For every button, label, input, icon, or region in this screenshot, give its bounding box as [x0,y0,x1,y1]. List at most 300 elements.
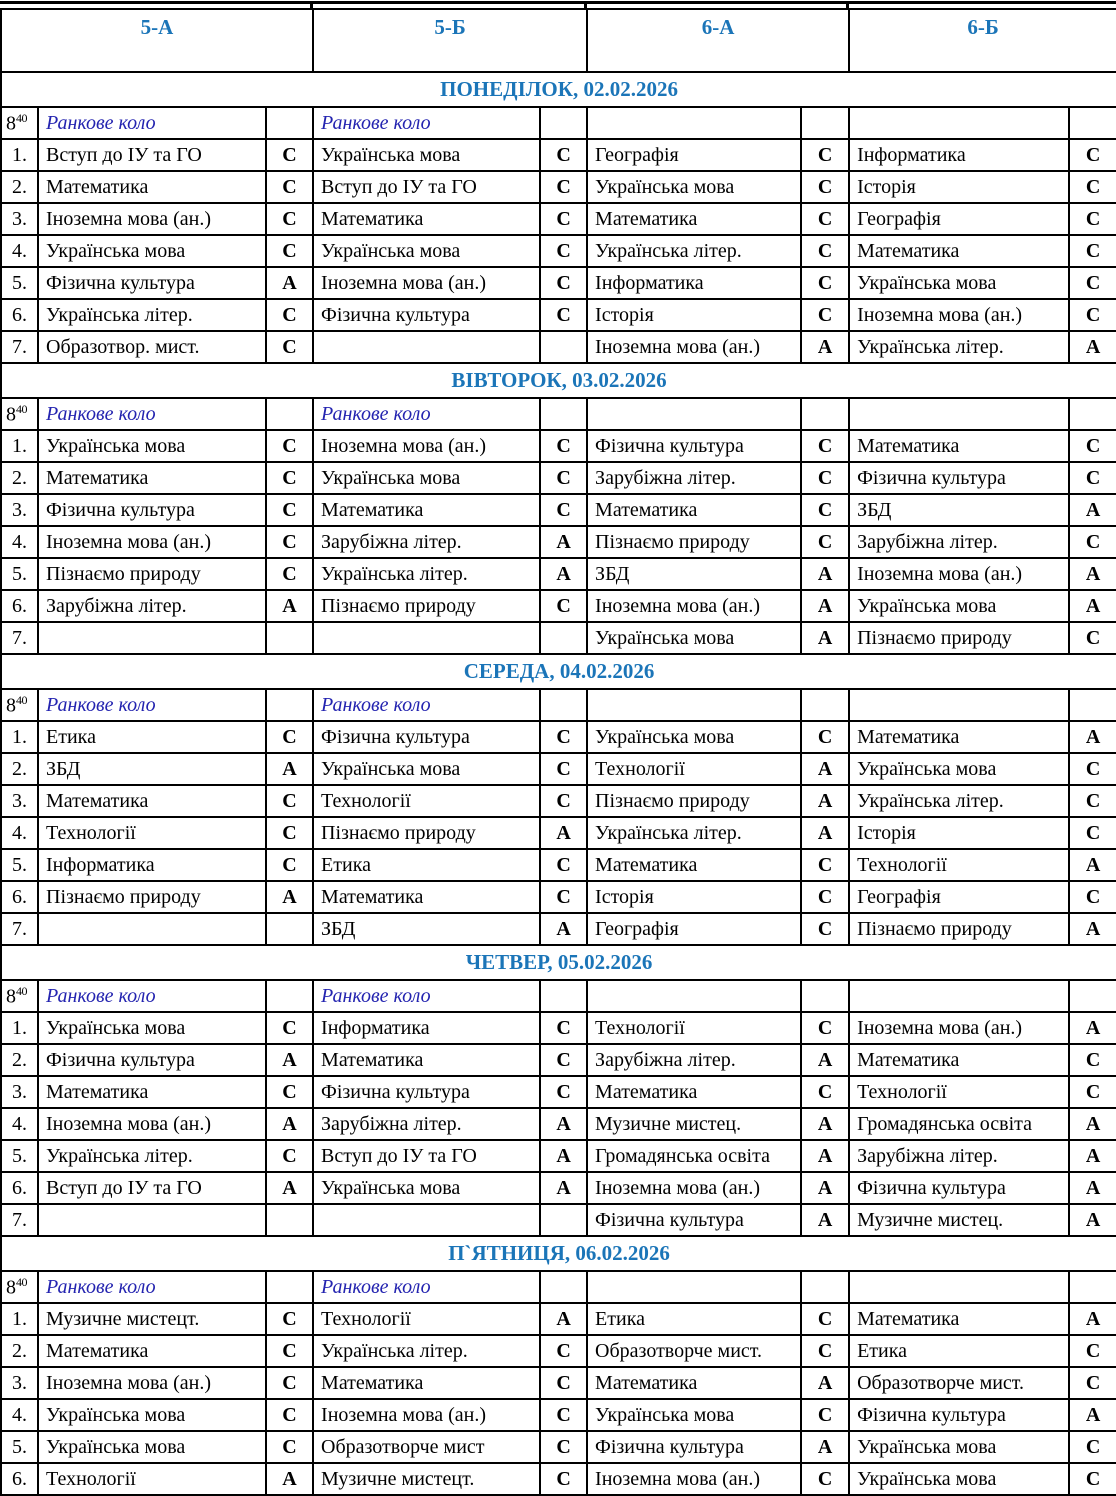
lesson-number: 6. [1,1172,38,1204]
subject-cell: Українська літер. [38,1140,266,1172]
subject-cell: Математика [38,171,266,203]
subject-cell: Образотворче мист [313,1431,540,1463]
group-letter-cell: А [1069,1204,1116,1236]
group-letter-cell: А [540,526,587,558]
subject-cell: Математика [849,235,1069,267]
artifact-stub [846,4,849,9]
subject-cell: Математика [313,203,540,235]
time-hour: 8 [6,112,16,135]
subject-cell: Іноземна мова (ан.) [587,590,801,622]
lesson-row [1,1463,1116,1495]
morning-circle-cell [587,980,801,1012]
subject-cell: Пізнаємо природу [587,526,801,558]
group-letter-cell [266,980,313,1012]
group-letter-cell: С [540,1367,587,1399]
subject-cell: Музичне мистецт. [313,1463,540,1495]
group-letter-cell: С [540,849,587,881]
lesson-number: 7. [1,622,38,654]
group-letter-cell: С [540,881,587,913]
group-letter-cell: С [801,721,849,753]
subject-cell: Іноземна мова (ан.) [587,1172,801,1204]
lesson-number: 3. [1,203,38,235]
artifact-stub [584,4,587,9]
group-letter-cell [1069,398,1116,430]
time-label [1,980,38,1012]
lesson-row [1,267,1116,299]
lesson-row [1,235,1116,267]
lesson-row [1,139,1116,171]
group-letter-cell [540,980,587,1012]
day-title-row [1,363,1116,398]
subject-cell: Математика [849,1303,1069,1335]
class-header-6a: 6-А [587,9,849,72]
group-letter-cell: А [1069,849,1116,881]
subject-cell: Іноземна мова (ан.) [313,430,540,462]
group-letter-cell: А [540,1140,587,1172]
group-letter-cell: С [1069,817,1116,849]
group-letter-cell: С [266,1367,313,1399]
subject-cell: Українська літер. [38,299,266,331]
subject-cell: Етика [313,849,540,881]
lesson-number: 1. [1,430,38,462]
group-letter-cell: С [540,1012,587,1044]
subject-cell: Географія [587,139,801,171]
group-letter-cell: С [266,1076,313,1108]
group-letter-cell: А [801,1044,849,1076]
group-letter-cell: С [1069,1335,1116,1367]
morning-circle-cell [587,1271,801,1303]
lesson-row [1,913,1116,945]
subject-cell: Математика [849,721,1069,753]
subject-cell: Українська мова [849,267,1069,299]
group-letter-cell: А [1069,331,1116,363]
group-letter-cell: С [1069,753,1116,785]
lesson-row [1,622,1116,654]
group-letter-cell [540,331,587,363]
group-letter-cell [801,689,849,721]
group-letter-cell [1069,980,1116,1012]
day-title: П`ЯТНИЦЯ, 06.02.2026 [1,1236,1116,1271]
group-letter-cell [266,1204,313,1236]
subject-cell: Математика [849,430,1069,462]
day-title-row [1,72,1116,107]
subject-cell: Образотворче мист. [849,1367,1069,1399]
group-letter-cell: С [540,494,587,526]
group-letter-cell: А [540,1303,587,1335]
group-letter-cell: А [266,590,313,622]
subject-cell: Вступ до ІУ та ГО [38,139,266,171]
group-letter-cell: С [801,462,849,494]
subject-cell: Іноземна мова (ан.) [38,1367,266,1399]
subject-cell: Іноземна мова (ан.) [313,1399,540,1431]
lesson-number: 3. [1,785,38,817]
day-title: СЕРЕДА, 04.02.2026 [1,654,1116,689]
lesson-row [1,849,1116,881]
group-letter-cell: С [540,721,587,753]
group-letter-cell: С [540,785,587,817]
morning-circle-cell: Ранкове коло [313,1271,540,1303]
group-letter-cell: А [1069,1399,1116,1431]
group-letter-cell: С [801,1303,849,1335]
lesson-row [1,558,1116,590]
group-letter-cell: А [266,1044,313,1076]
cropped-border-artifact [0,1,1116,6]
subject-cell: Інформатика [587,267,801,299]
morning-circle-cell [849,980,1069,1012]
lesson-row [1,203,1116,235]
subject-cell [313,1204,540,1236]
lesson-row [1,721,1116,753]
subject-cell: Історія [587,299,801,331]
lesson-number: 2. [1,171,38,203]
group-letter-cell: С [540,171,587,203]
group-letter-cell: С [1069,1367,1116,1399]
lesson-number: 7. [1,913,38,945]
lesson-row [1,526,1116,558]
time-label [1,107,38,139]
lesson-number: 3. [1,494,38,526]
group-letter-cell: С [801,171,849,203]
subject-cell: Фізична культура [38,1044,266,1076]
subject-cell: Українська мова [313,1172,540,1204]
subject-cell: Географія [849,881,1069,913]
subject-cell: Інформатика [38,849,266,881]
group-letter-cell: А [266,1108,313,1140]
morning-circle-cell [587,398,801,430]
subject-cell: Українська мова [849,590,1069,622]
subject-cell: Фізична культура [313,299,540,331]
group-letter-cell: А [801,1108,849,1140]
lesson-number: 5. [1,558,38,590]
subject-cell: Фізична культура [849,1399,1069,1431]
subject-cell: Українська мова [849,1431,1069,1463]
subject-cell: Математика [587,494,801,526]
group-letter-cell: С [266,1140,313,1172]
group-letter-cell: С [540,299,587,331]
day-title-row [1,1236,1116,1271]
group-letter-cell: С [801,1399,849,1431]
subject-cell: Громадянська освіта [849,1108,1069,1140]
subject-cell: Математика [38,462,266,494]
subject-cell: Зарубіжна літер. [587,1044,801,1076]
lesson-number: 2. [1,462,38,494]
group-letter-cell: С [1069,526,1116,558]
subject-cell: Фізична культура [313,1076,540,1108]
lesson-row [1,1012,1116,1044]
group-letter-cell [266,622,313,654]
subject-cell: Пізнаємо природу [313,817,540,849]
lesson-number: 1. [1,1012,38,1044]
group-letter-cell: С [540,430,587,462]
subject-cell [38,1204,266,1236]
morning-circle-cell [587,107,801,139]
day-title: ПОНЕДІЛОК, 02.02.2026 [1,72,1116,107]
group-letter-cell: С [266,462,313,494]
group-letter-cell: А [1069,721,1116,753]
group-letter-cell: С [540,462,587,494]
group-letter-cell: С [266,721,313,753]
group-letter-cell [801,107,849,139]
group-letter-cell: С [1069,1076,1116,1108]
group-letter-cell: С [266,849,313,881]
group-letter-cell: С [1069,622,1116,654]
subject-cell: Українська мова [38,430,266,462]
morning-circle-cell [849,398,1069,430]
subject-cell: Українська мова [313,462,540,494]
group-letter-cell: А [1069,590,1116,622]
group-letter-cell: С [540,203,587,235]
lesson-row [1,1044,1116,1076]
lesson-row [1,171,1116,203]
time-minutes: 40 [16,1274,27,1289]
lesson-number: 2. [1,1335,38,1367]
lesson-number: 5. [1,267,38,299]
group-letter-cell: С [266,203,313,235]
group-letter-cell: С [1069,139,1116,171]
day-title-row [1,654,1116,689]
lesson-number: 4. [1,817,38,849]
subject-cell: Математика [38,785,266,817]
group-letter-cell: С [801,526,849,558]
group-letter-cell: С [1069,235,1116,267]
lesson-row [1,1172,1116,1204]
group-letter-cell [266,398,313,430]
group-letter-cell: С [801,1012,849,1044]
subject-cell: Музичне мистец. [849,1204,1069,1236]
subject-cell: Фізична культура [38,267,266,299]
group-letter-cell: С [1069,267,1116,299]
subject-cell: Вступ до ІУ та ГО [38,1172,266,1204]
group-letter-cell: С [801,299,849,331]
group-letter-cell: А [801,753,849,785]
lesson-row [1,1108,1116,1140]
day-title-row [1,945,1116,980]
morning-circle-row [1,1271,1116,1303]
morning-circle-cell: Ранкове коло [313,980,540,1012]
group-letter-cell: А [801,817,849,849]
subject-cell: Зарубіжна літер. [38,590,266,622]
subject-cell: Технології [849,849,1069,881]
lesson-number: 1. [1,139,38,171]
subject-cell: ЗБД [587,558,801,590]
group-letter-cell: С [266,1399,313,1431]
morning-circle-cell: Ранкове коло [38,107,266,139]
group-letter-cell: А [540,558,587,590]
lesson-row [1,1399,1116,1431]
group-letter-cell: А [801,1172,849,1204]
artifact-stub [310,4,313,9]
lesson-number: 5. [1,1140,38,1172]
group-letter-cell: С [801,494,849,526]
subject-cell: ЗБД [849,494,1069,526]
subject-cell: Українська літер. [849,331,1069,363]
artifact-line [0,1,1116,4]
group-letter-cell: С [540,1463,587,1495]
subject-cell: Українська літер. [313,558,540,590]
group-letter-cell: А [1069,558,1116,590]
subject-cell: Музичне мистецт. [38,1303,266,1335]
group-letter-cell: С [266,139,313,171]
lesson-row [1,331,1116,363]
subject-cell: Іноземна мова (ан.) [849,558,1069,590]
group-letter-cell: С [1069,430,1116,462]
group-letter-cell: А [801,1140,849,1172]
subject-cell: Іноземна мова (ан.) [38,1108,266,1140]
lesson-number: 4. [1,526,38,558]
subject-cell: Етика [849,1335,1069,1367]
day-title: ВІВТОРОК, 03.02.2026 [1,363,1116,398]
lesson-number: 4. [1,1399,38,1431]
group-letter-cell: С [1069,171,1116,203]
time-hour: 8 [6,985,16,1008]
group-letter-cell: А [266,267,313,299]
subject-cell: Географія [587,913,801,945]
lesson-number: 7. [1,1204,38,1236]
group-letter-cell: С [801,913,849,945]
group-letter-cell: А [801,590,849,622]
group-letter-cell: А [801,1367,849,1399]
group-letter-cell: С [266,331,313,363]
subject-cell: Зарубіжна літер. [313,1108,540,1140]
subject-cell: Пізнаємо природу [38,558,266,590]
subject-cell: Українська літер. [587,235,801,267]
morning-circle-cell: Ранкове коло [38,1271,266,1303]
group-letter-cell: А [801,1431,849,1463]
time-minutes: 40 [16,110,27,125]
group-letter-cell: А [1069,494,1116,526]
time-hour: 8 [6,403,16,426]
subject-cell: Математика [38,1076,266,1108]
lesson-row [1,817,1116,849]
subject-cell: Українська літер. [587,817,801,849]
subject-cell: Громадянська освіта [587,1140,801,1172]
subject-cell [313,331,540,363]
lesson-number: 2. [1,753,38,785]
lesson-number: 6. [1,590,38,622]
morning-circle-cell: Ранкове коло [38,980,266,1012]
time-label [1,398,38,430]
morning-circle-cell: Ранкове коло [38,398,266,430]
subject-cell: Іноземна мова (ан.) [38,526,266,558]
subject-cell: Зарубіжна літер. [587,462,801,494]
group-letter-cell [266,913,313,945]
group-letter-cell: С [1069,1431,1116,1463]
lesson-row [1,1431,1116,1463]
lesson-row [1,430,1116,462]
lesson-number: 5. [1,1431,38,1463]
subject-cell: Математика [587,849,801,881]
subject-cell: Українська мова [587,1399,801,1431]
group-letter-cell [540,1271,587,1303]
subject-cell: Українська літер. [313,1335,540,1367]
group-letter-cell: А [1069,913,1116,945]
group-letter-cell [540,622,587,654]
subject-cell: Етика [587,1303,801,1335]
group-letter-cell [540,398,587,430]
subject-cell: Фізична культура [587,1431,801,1463]
group-letter-cell: А [266,753,313,785]
group-letter-cell: С [801,430,849,462]
subject-cell: Іноземна мова (ан.) [38,203,266,235]
group-letter-cell: А [801,558,849,590]
lesson-row [1,1303,1116,1335]
subject-cell: Фізична культура [38,494,266,526]
subject-cell: Математика [849,1044,1069,1076]
group-letter-cell: А [1069,1012,1116,1044]
subject-cell: Математика [313,494,540,526]
group-letter-cell: А [540,817,587,849]
subject-cell: Іноземна мова (ан.) [849,1012,1069,1044]
lesson-row [1,881,1116,913]
group-letter-cell [801,398,849,430]
subject-cell: Вступ до ІУ та ГО [313,171,540,203]
group-letter-cell: А [801,622,849,654]
group-letter-cell: С [1069,1463,1116,1495]
subject-cell: Географія [849,203,1069,235]
group-letter-cell: С [801,235,849,267]
subject-cell: Зарубіжна літер. [849,526,1069,558]
subject-cell: Фізична культура [313,721,540,753]
group-letter-cell [266,1271,313,1303]
lesson-row [1,785,1116,817]
subject-cell: Математика [313,881,540,913]
school-timetable [0,8,1116,1496]
subject-cell: Фізична культура [587,1204,801,1236]
group-letter-cell: С [1069,785,1116,817]
subject-cell: Технології [313,1303,540,1335]
group-letter-cell: С [801,1076,849,1108]
subject-cell: Іноземна мова (ан.) [849,299,1069,331]
subject-cell: Математика [587,203,801,235]
lesson-row [1,590,1116,622]
group-letter-cell: С [266,526,313,558]
lesson-number: 2. [1,1044,38,1076]
subject-cell: Фізична культура [849,462,1069,494]
group-letter-cell [801,980,849,1012]
group-letter-cell: А [1069,1303,1116,1335]
group-letter-cell: С [1069,1044,1116,1076]
group-letter-cell: А [801,1204,849,1236]
subject-cell: Іноземна мова (ан.) [587,1463,801,1495]
group-letter-cell: С [801,139,849,171]
subject-cell: Українська мова [38,235,266,267]
group-letter-cell: А [1069,1172,1116,1204]
time-label [1,689,38,721]
subject-cell: Іноземна мова (ан.) [587,331,801,363]
subject-cell: Інформатика [313,1012,540,1044]
group-letter-cell: С [1069,203,1116,235]
subject-cell: Пізнаємо природу [313,590,540,622]
subject-cell: Історія [849,171,1069,203]
group-letter-cell [266,689,313,721]
group-letter-cell: А [540,1172,587,1204]
subject-cell: Українська мова [38,1012,266,1044]
subject-cell: Українська мова [849,1463,1069,1495]
group-letter-cell: С [540,590,587,622]
group-letter-cell: С [1069,462,1116,494]
group-letter-cell: С [801,881,849,913]
day-title: ЧЕТВЕР, 05.02.2026 [1,945,1116,980]
group-letter-cell: С [540,235,587,267]
group-letter-cell: А [266,1172,313,1204]
group-letter-cell: С [540,1044,587,1076]
group-letter-cell: А [266,881,313,913]
lesson-row [1,1335,1116,1367]
group-letter-cell: С [540,1335,587,1367]
subject-cell: Технології [38,1463,266,1495]
subject-cell: Українська мова [587,171,801,203]
subject-cell: Зарубіжна літер. [849,1140,1069,1172]
